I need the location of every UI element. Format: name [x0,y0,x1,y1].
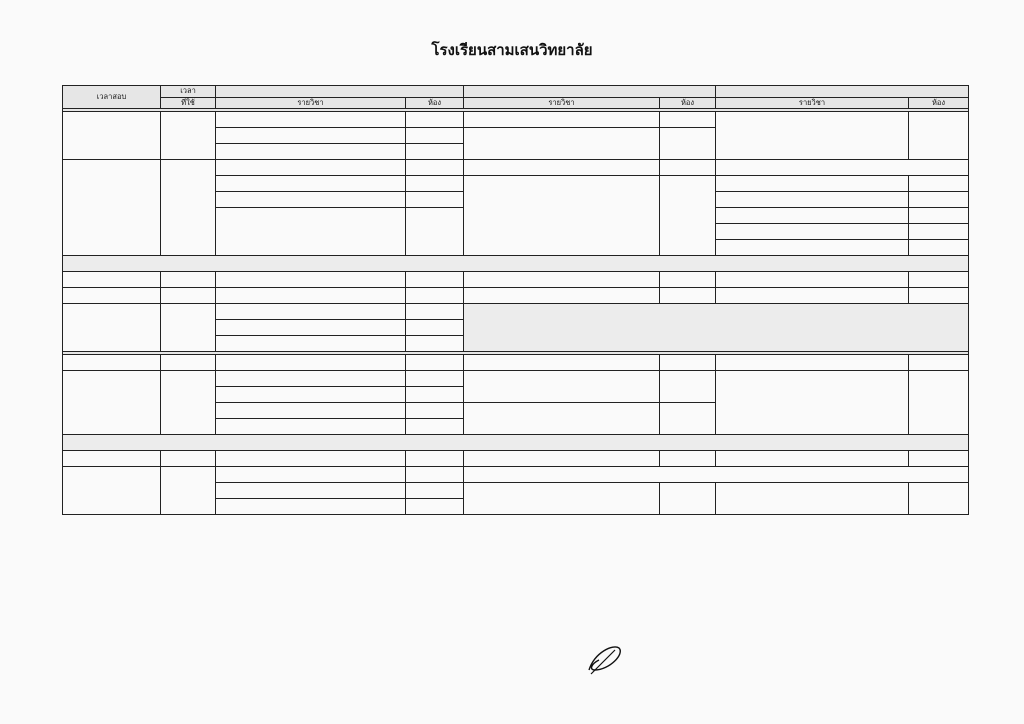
room-cell [406,192,464,208]
subject-cell [216,483,406,499]
room-cell [406,160,464,176]
duration [161,451,216,467]
subject-cell [216,160,406,176]
subject-cell [716,208,909,224]
subject-cell [216,467,406,483]
subject-cell [216,499,406,515]
room-cell [909,371,969,435]
col-header-room: ห้อง [660,97,716,109]
exam-time [63,112,161,160]
table-row [63,451,969,467]
room-cell [406,451,464,467]
subject-cell [216,355,406,371]
exam-time [63,371,161,435]
room-cell [406,467,464,483]
room-cell [660,288,716,304]
lunch-row [63,435,969,451]
subject-cell [464,176,660,256]
exam-time [63,272,161,288]
table-row [63,467,969,483]
header-row [63,86,969,98]
subject-cell [216,336,406,352]
subject-cell [216,320,406,336]
exam-time [63,467,161,515]
room-cell [406,288,464,304]
col-header-subject: รายวิชา [464,97,660,109]
room-cell [406,403,464,419]
room-cell [406,355,464,371]
room-cell [909,451,969,467]
subject-cell [464,403,660,435]
subject-cell [716,192,909,208]
room-cell [406,128,464,144]
table-row [63,160,969,176]
subject-cell [464,355,660,371]
col-header-room: ห้อง [909,97,969,109]
subheader-row [63,97,969,109]
room-cell [909,224,969,240]
room-cell [660,128,716,160]
duration [161,371,216,435]
subject-cell [216,208,406,256]
duration [161,112,216,160]
room-cell [909,483,969,515]
room-cell [406,304,464,320]
col-header-duration: เวลา [161,86,216,98]
table-row [63,272,969,288]
exam-time [63,355,161,371]
subject-cell [216,144,406,160]
duration [161,288,216,304]
room-cell [406,499,464,515]
lunch-row [63,256,969,272]
lunch-break-label [63,256,969,272]
col-header-science-group [216,86,464,98]
duration [161,272,216,288]
subject-cell [716,112,909,160]
room-cell [406,387,464,403]
duration [161,304,216,352]
subject-cell [464,288,660,304]
subject-cell [716,451,909,467]
time-note [464,467,969,483]
subject-cell [216,112,406,128]
room-cell [406,419,464,435]
room-cell [406,112,464,128]
exam-time [63,304,161,352]
subject-cell [716,176,909,192]
room-cell [406,483,464,499]
room-cell [909,112,969,160]
language-time-note [716,160,969,176]
room-cell [406,176,464,192]
subject-cell [216,419,406,435]
subject-cell [716,355,909,371]
table-row [63,355,969,371]
subject-cell [216,304,406,320]
room-cell [406,208,464,256]
room-cell [660,176,716,256]
exam-time [63,160,161,256]
subject-cell [716,240,909,256]
duration [161,467,216,515]
subject-cell [216,387,406,403]
room-cell [406,336,464,352]
subject-cell [216,288,406,304]
room-cell [406,272,464,288]
exam-schedule-table [62,85,969,515]
exam-time [63,288,161,304]
room-cell [909,272,969,288]
empty-cell [464,304,969,352]
subject-cell [716,272,909,288]
col-header-duration-used: ที่ใช้ [161,97,216,109]
subject-cell [464,128,660,160]
room-cell [909,208,969,224]
room-cell [660,483,716,515]
lunch-break-label [63,435,969,451]
subject-cell [464,112,660,128]
table-row [63,288,969,304]
exam-time [63,451,161,467]
subject-cell [716,288,909,304]
room-cell [660,371,716,403]
table-row [63,112,969,128]
room-cell [406,320,464,336]
subject-cell [216,371,406,387]
room-cell [406,371,464,387]
subject-cell [216,128,406,144]
room-cell [660,160,716,176]
room-cell [909,355,969,371]
col-header-exam-time: เวลาสอบ [63,86,161,109]
room-cell [660,451,716,467]
room-cell [909,192,969,208]
subject-cell [716,483,909,515]
subject-cell [464,483,660,515]
duration [161,160,216,256]
room-cell [660,403,716,435]
subject-cell [464,160,660,176]
col-header-subject: รายวิชา [216,97,406,109]
room-cell [660,272,716,288]
room-cell [909,240,969,256]
subject-cell [464,272,660,288]
room-cell [660,355,716,371]
subject-cell [464,451,660,467]
room-cell [909,176,969,192]
col-header-subject: รายวิชา [716,97,909,109]
col-header-math-group [464,86,716,98]
subject-cell [216,192,406,208]
col-header-language-group [716,86,969,98]
subject-cell [216,451,406,467]
subject-cell [464,371,660,403]
col-header-room: ห้อง [406,97,464,109]
room-cell [909,288,969,304]
subject-cell [216,176,406,192]
school-name: โรงเรียนสามเสนวิทยาลัย [431,41,593,59]
subject-cell [216,272,406,288]
room-cell [406,144,464,160]
signature-mark [585,640,625,676]
table-row [63,304,969,320]
subject-cell [716,371,909,435]
subject-cell [216,403,406,419]
table-row [63,371,969,387]
duration [161,355,216,371]
subject-cell [716,224,909,240]
room-cell [660,112,716,128]
